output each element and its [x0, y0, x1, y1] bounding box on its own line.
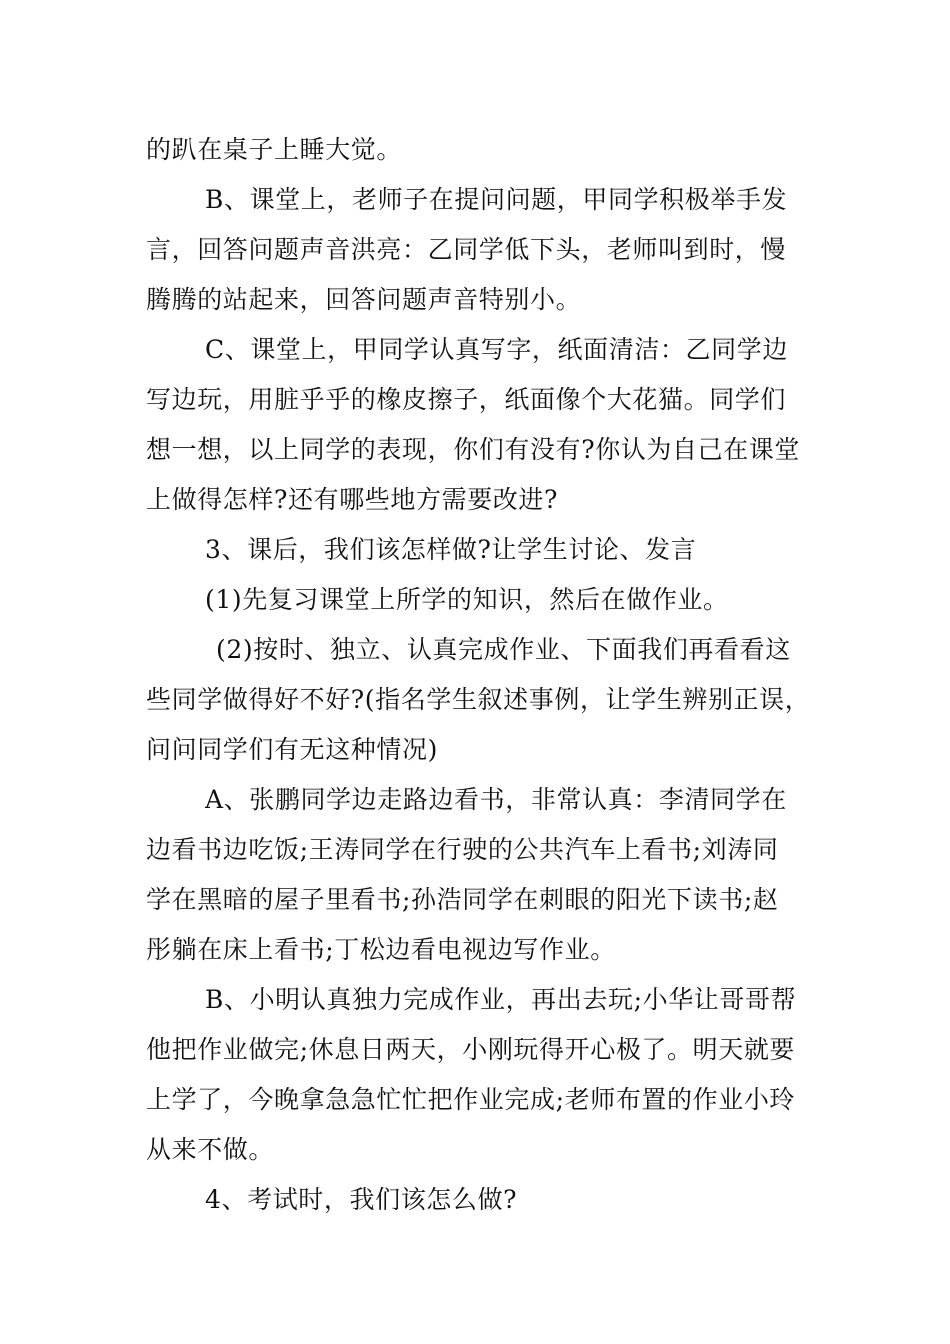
paragraph-line: 上学了，今晚拿急急忙忙把作业完成;老师布置的作业小玲: [146, 1085, 796, 1114]
paragraph-line: 写边玩，用脏乎乎的橡皮擦子，纸面像个大花猫。同学们: [146, 385, 787, 414]
paragraph-line: 他把作业做完;休息日两天，小刚玩得开心极了。明天就要: [146, 1035, 796, 1064]
section-heading: 3、课后，我们该怎样做?让学生讨论、发言: [205, 535, 697, 564]
paragraph-line: 问问同学们有无这种情况): [146, 735, 438, 764]
paragraph-line: 从来不做。: [146, 1135, 275, 1164]
paragraph-line: 腾腾的站起来，回答问题声音特别小。: [146, 285, 582, 314]
paragraph-line: 边看书边吃饭;王涛同学在行驶的公共汽车上看书;刘涛同: [146, 835, 779, 864]
paragraph-line: B、课堂上，老师子在提问问题，甲同学积极举手发: [205, 185, 788, 214]
paragraph-line: B、小明认真独力完成作业，再出去玩;小华让哥哥帮: [205, 985, 797, 1014]
paragraph-line: 的趴在桌子上睡大觉。: [146, 135, 403, 164]
paragraph-line: (2)按时、独立、认真完成作业、下面我们再看看这: [216, 635, 791, 664]
section-heading: 4、考试时，我们该怎么做?: [205, 1185, 518, 1214]
paragraph-line: A、张鹏同学边走路边看书，非常认真：李清同学在: [205, 785, 787, 814]
paragraph-line: (1)先复习课堂上所学的知识，然后在做作业。: [205, 585, 729, 614]
paragraph-line: 彤躺在床上看书;丁松边看电视边写作业。: [146, 935, 616, 964]
paragraph-line: C、课堂上，甲同学认真写字，纸面清洁：乙同学边: [205, 335, 788, 364]
paragraph-line: 学在黑暗的屋子里看书;孙浩同学在刺眼的阳光下读书;赵: [146, 885, 779, 914]
paragraph-line: 言，回答问题声音洪亮：乙同学低下头，老师叫到时，慢: [146, 235, 787, 264]
paragraph-line: 些同学做得好不好?(指名学生叙述事例，让学生辨别正误，: [146, 685, 811, 714]
paragraph-line: 想一想，以上同学的表现，你们有没有?你认为自己在课堂: [146, 435, 801, 464]
paragraph-line: 上做得怎样?还有哪些地方需要改进?: [146, 485, 559, 514]
